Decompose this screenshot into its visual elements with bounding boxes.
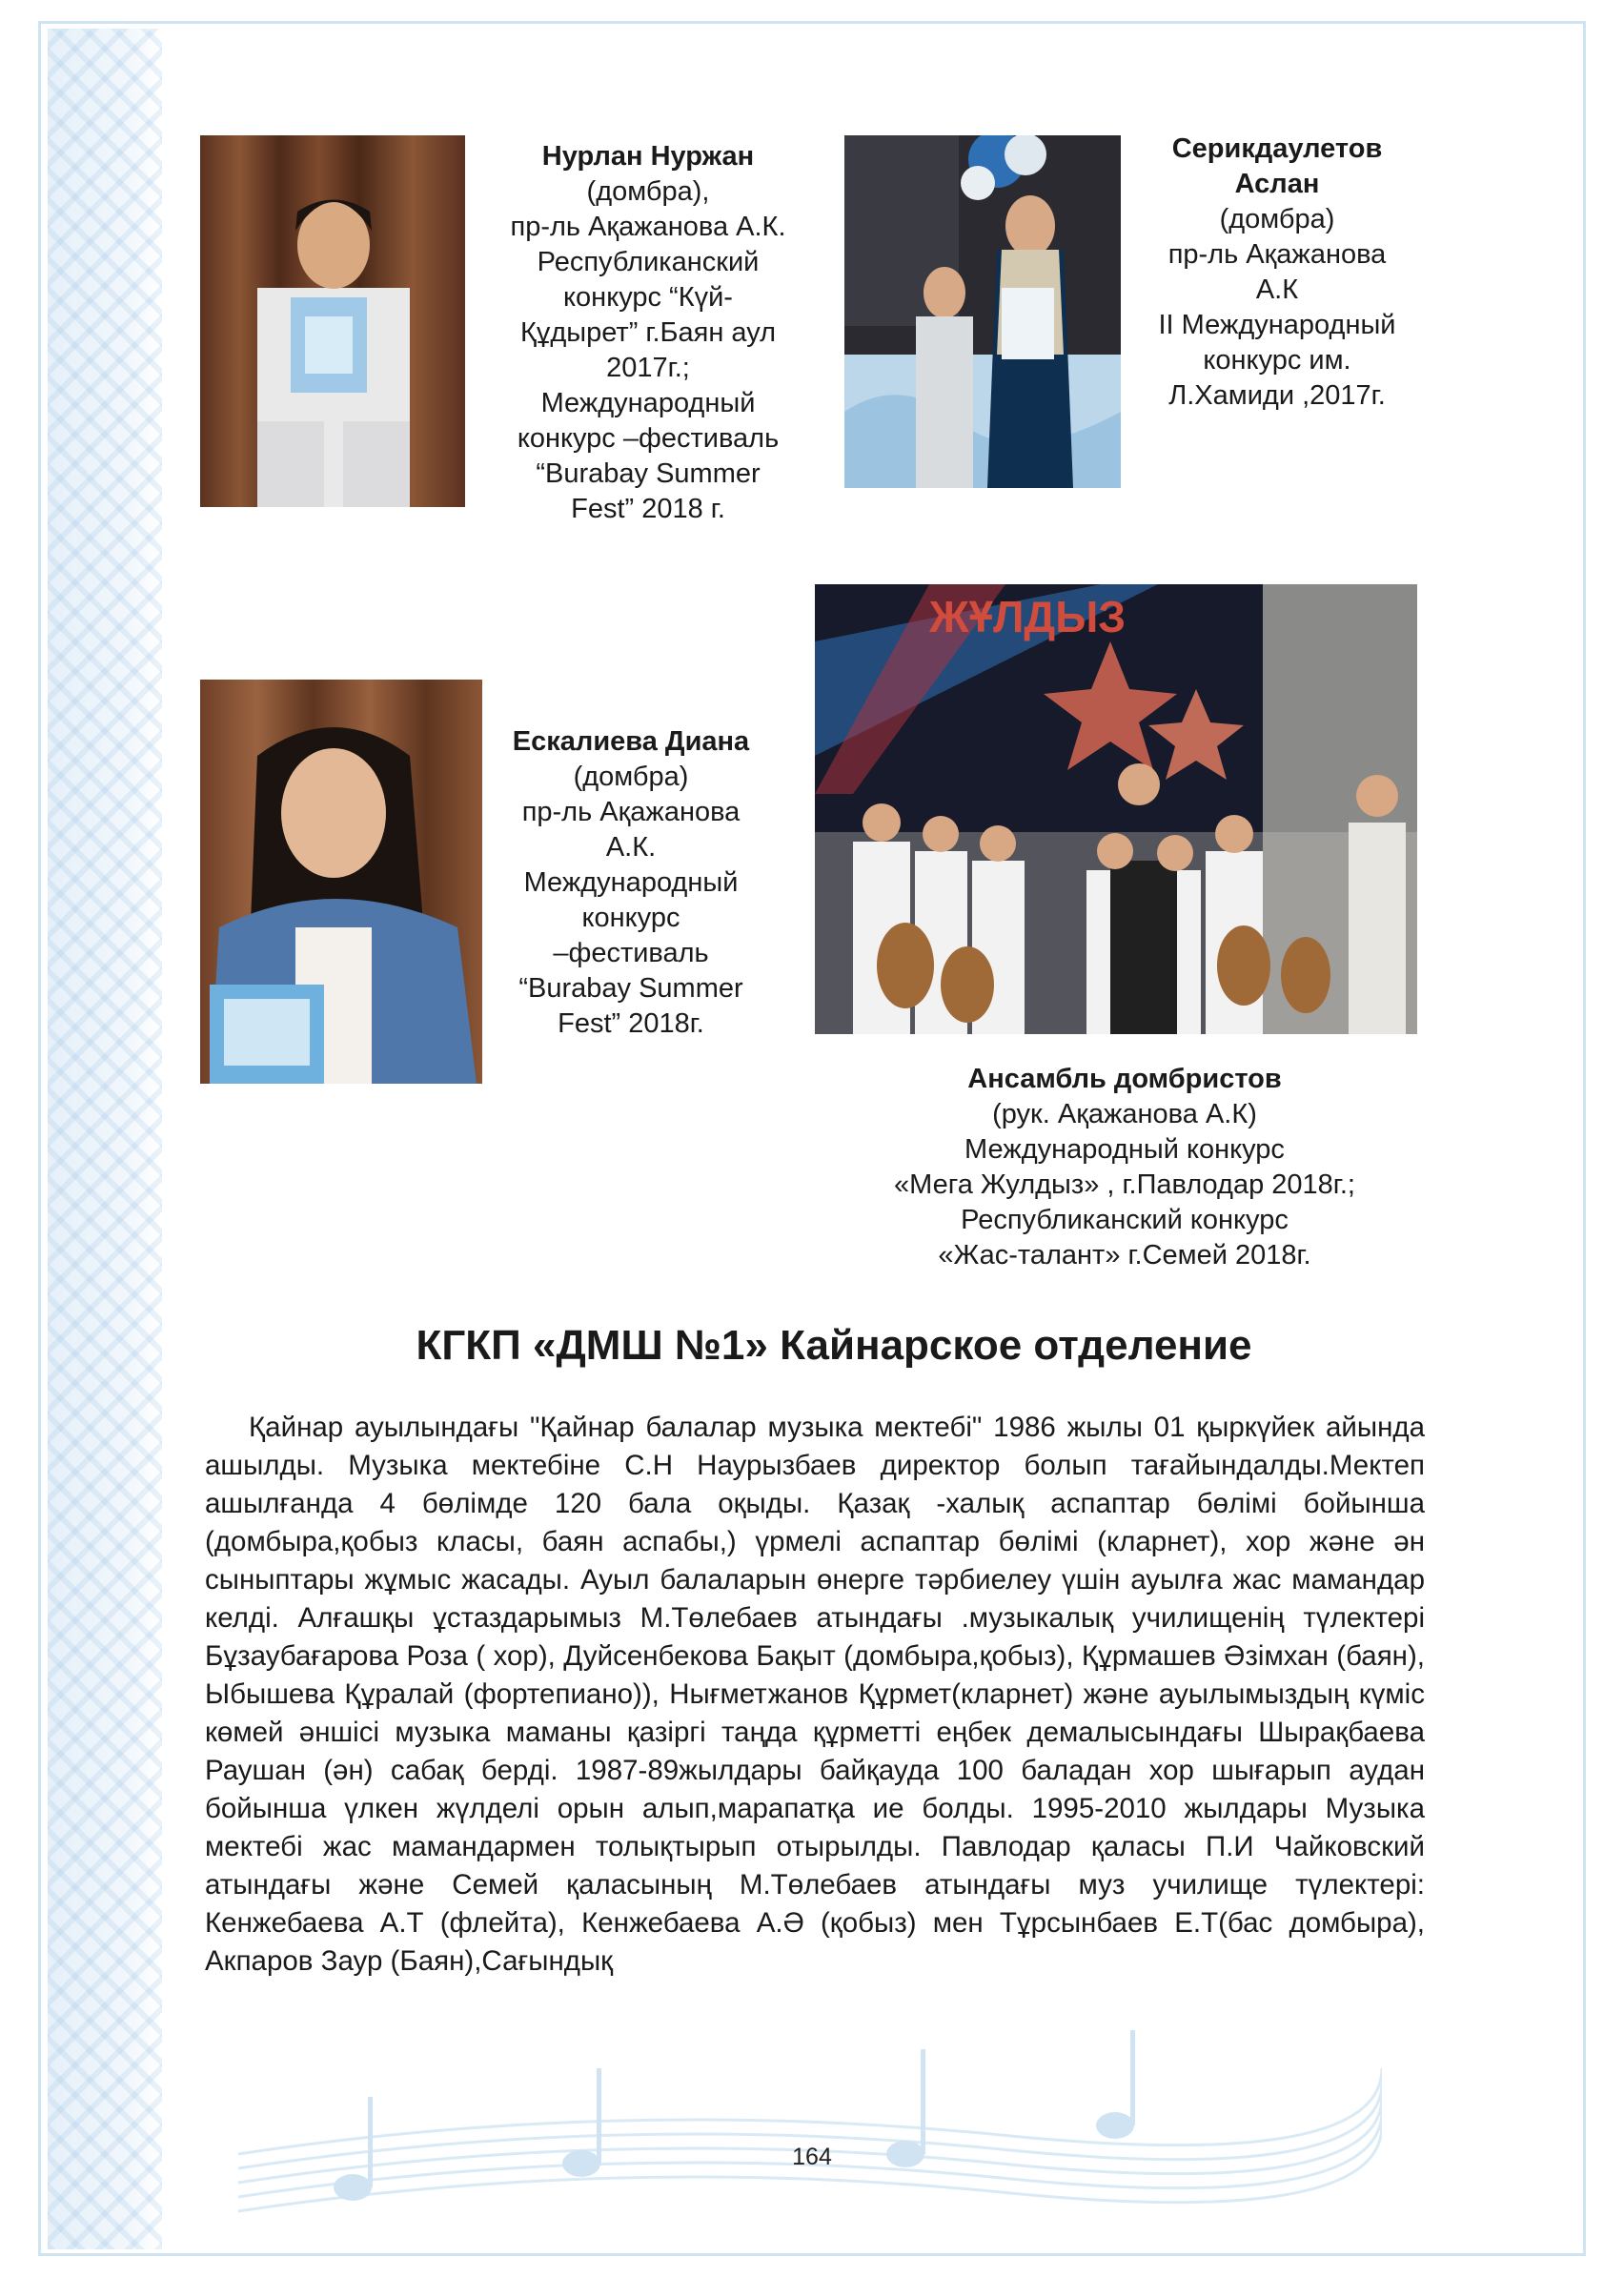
caption-name-line1: Серикдаулетов [1171, 133, 1383, 164]
caption-line: Международный [523, 867, 739, 898]
caption-line: (домбра), [586, 176, 710, 207]
caption-line: пр-ль Ақажанова А.К. [510, 212, 786, 242]
caption-line: Fest” 2018г. [558, 1008, 704, 1039]
caption-line: “Burabay Summer [536, 458, 761, 489]
caption-line: II Международный [1158, 310, 1396, 340]
caption-line: конкурс им. [1203, 345, 1351, 376]
photo-dombra-ensemble [815, 584, 1417, 1034]
caption-line: “Burabay Summer [518, 973, 743, 1004]
caption-line: (домбра) [1219, 204, 1335, 234]
caption-line: А.К. [605, 832, 657, 863]
decorative-ornament-strip [48, 29, 162, 2249]
caption-line: (домбра) [573, 762, 689, 792]
caption-name: Нурлан Нуржан [541, 141, 755, 172]
caption-dombra-ensemble [829, 1062, 1420, 1273]
caption-line: конкурс –фестиваль [517, 423, 780, 454]
caption-line: «Мега Жулдыз» , г.Павлодар 2018г.; [894, 1169, 1355, 1200]
section-title: КГКП «ДМШ №1» Кайнарское отделение [416, 1322, 1252, 1369]
caption-line: Құдырет” г.Баян аул [519, 317, 777, 348]
caption-line: 2017г.; [606, 353, 690, 383]
caption-serikdauletov-aslan [1125, 132, 1430, 414]
caption-line: Международный [540, 388, 756, 418]
caption-line: (рук. Ақажанова А.К) [992, 1099, 1257, 1129]
caption-line: конкурс [581, 903, 680, 933]
banner-text: ЖҰЛДЫЗ [929, 592, 1127, 641]
caption-name-line2: Аслан [1234, 169, 1320, 199]
caption-line: пр-ль Ақажанова [1167, 239, 1387, 270]
body-paragraph: Қайнар ауылындағы "Қайнар балалар музыка мектебі" 1986 жылы 01 қыркүйек айында ашылды. Музыка мектебіне С.Н Наурызбаев директор болып тағайындалды.Мектеп ашылғанда 4 бөлімде 120 бала оқыды. Қазақ -халық аспаптар бөлімі бойынша (домбыра,қобыз класы, баян аспабы,) үрмелі аспаптар бөлімі (кларнет), хор және ән сыныптары жұмыс жасады. Ауыл балаларын өнерге тәрбиелеу үшін ауылға жас мамандар келді. Алғашқы ұстаздарымыз М.Төлебаев атындағы .музыкалық училищенің түлектері Бұзаубағарова Роза ( хор), Дуйсенбекова Бақыт (домбыра,қобыз), Құрмашев Әзімхан (баян), Ыбышева Құралай (фортепиано)), Нығметжанов Құрмет(кларнет) және ауылымыздың күміс көмей әншісі музыка маманы қазіргі таңда құрметті еңбек демалысындағы Шырақбаева Раушан (ән) сабақ берді. 1987-89жылдары байқауда 100 баладан хор шығарып аудан бойынша үлкен жүлделі орын алып,марапатқа ие болды. 1995-2010 жылдары Музыка мектебі жас мамандармен толықтырып отырылды. Павлодар қаласы П.И Чайковский атындағы және Семей қаласының М.Төлебаев атындағы муз училище түлектері: Кенжебаева А.Т (флейта), Кенжебаева А.Ә (қобыз) мен Тұрсынбаев Е.Т(бас домбыра), Акпаров Заур (Баян),Сағындық [205, 1412, 1425, 1977]
caption-name: Ансамбль домбристов [967, 1064, 1282, 1094]
photo-eskalieva-diana [200, 680, 482, 1084]
caption-line: «Жас-талант» г.Семей 2018г. [938, 1240, 1311, 1271]
caption-line: конкурс “Күй- [563, 282, 733, 313]
page-number: 164 [792, 2144, 832, 2170]
caption-line: Международный конкурс [964, 1134, 1285, 1165]
photo-serikdauletov-aslan [844, 135, 1121, 488]
music-notes-decoration [238, 2011, 1382, 2230]
caption-name: Ескалиева Диана [512, 726, 750, 757]
caption-line: Л.Хамиди ,2017г. [1168, 380, 1386, 411]
caption-line: Fest” 2018 г. [571, 494, 725, 524]
caption-line: Республиканский конкурс [961, 1205, 1289, 1235]
caption-nurlan-nurzhan [457, 139, 839, 527]
caption-line: –фестиваль [553, 938, 709, 968]
caption-line: пр-ль Ақажанова [521, 797, 741, 827]
caption-eskalieva-diana [478, 724, 783, 1042]
photo-nurlan-nurzhan [200, 135, 465, 507]
caption-line: Республиканский [537, 247, 760, 277]
caption-line: А.К [1255, 274, 1299, 305]
